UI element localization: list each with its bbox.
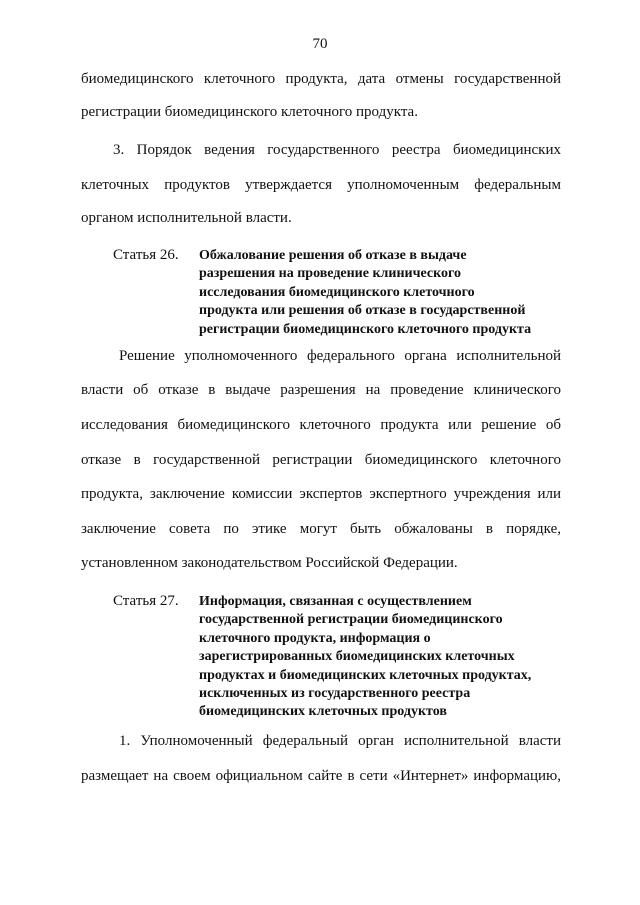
article-title-line: регистрации биомедицинского клеточного продукта [199,321,532,337]
article-title-line: исключенных из государственного реестра [199,686,471,702]
paragraph-line: размещает на своем официальном сайте в сети «Интернет» информацию, [81,768,561,784]
article-title [199,593,564,722]
article-title-line: исследования биомедицинского клеточного [199,284,475,300]
article-title-line: продуктах и биомедицинских клеточных продуктах, [199,667,532,683]
article-number: Статья 26. [113,247,179,263]
article-title-line: зарегистрированных биомедицинских клеточных [199,649,515,665]
article-title [199,247,564,339]
paragraph-line: продукта, заключение комиссии экспертов экспертного учреждения или [81,486,561,502]
paragraph-line: установленном законодательством Российской Федерации. [81,555,458,571]
paragraph-line: исследования биомедицинского клеточного продукта или решение об [81,417,561,433]
paragraph-line: Решение уполномоченного федерального органа исполнительной [119,348,561,364]
paragraph-line: биомедицинского клеточного продукта, дата отмены государственной [81,71,561,87]
paragraph-line: 3. Порядок ведения государственного реестра биомедицинских [113,142,561,158]
paragraph-line: органом исполнительной власти. [81,210,292,226]
article-title-line: биомедицинских клеточных продуктов [199,704,447,720]
article-title-line: Информация, связанная с осуществлением [199,594,472,609]
page-number: 70 [312,36,328,52]
paragraph-line: регистрации биомедицинского клеточного продукта. [81,104,418,120]
article-title-line: Обжалование решения об отказе в выдаче [199,248,467,263]
paragraph-line: клеточных продуктов утверждается уполномоченным федеральным [81,177,561,193]
paragraph-line: заключение совета по этике могут быть обжалованы в порядке, [81,521,561,537]
paragraph-line: отказе в государственной регистрации биомедицинского клеточного [81,452,561,468]
article-title-line: продукта или решения об отказе в государственной [199,303,526,319]
article-title-line: разрешения на проведение клинического [199,266,461,282]
article-title-line: клеточного продукта, информация о [199,630,431,646]
article-title-line: государственной регистрации биомедицинского [199,612,503,628]
paragraph-line: 1. Уполномоченный федеральный орган исполнительной власти [119,733,561,749]
paragraph-line: власти об отказе в выдаче разрешения на проведение клинического [81,382,561,398]
article-number: Статья 27. [113,593,179,609]
